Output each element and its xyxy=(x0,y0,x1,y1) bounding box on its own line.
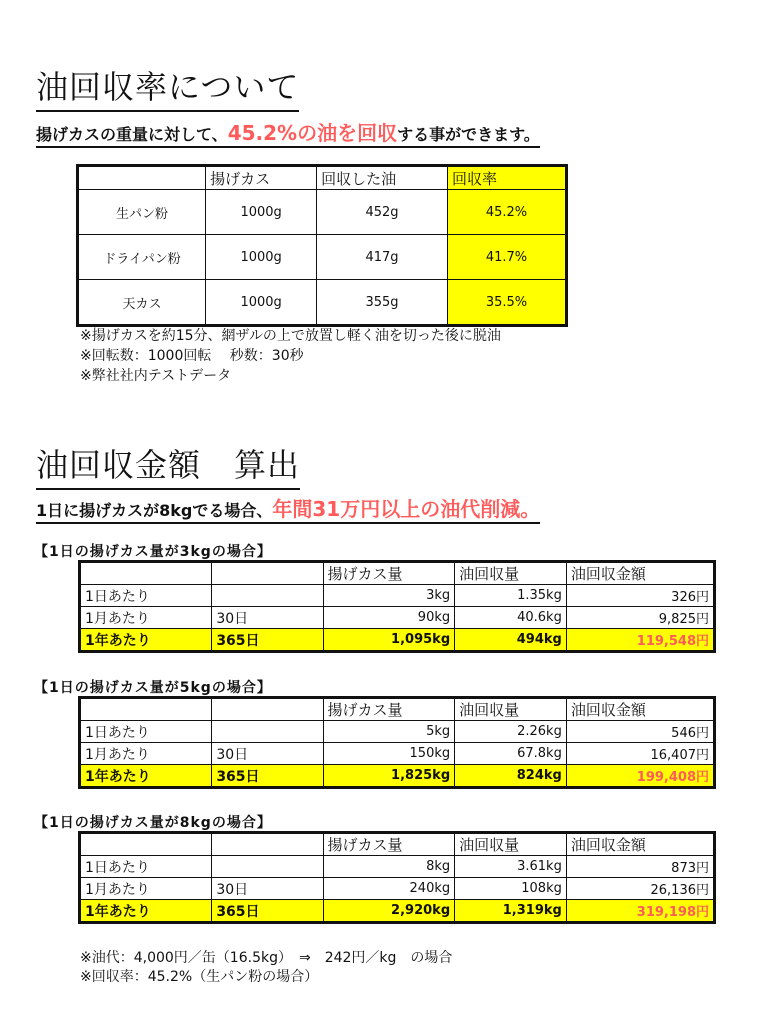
header-cell: 油回収金額 xyxy=(566,562,714,585)
oil-amount-cell: 1,319kg xyxy=(455,900,567,923)
header-cell xyxy=(212,833,323,856)
table-header-row xyxy=(80,833,715,856)
table-row xyxy=(80,585,715,607)
cell: 1000g xyxy=(206,190,317,235)
oil-money-cell: 119,548円 xyxy=(566,629,714,652)
days-cell: 365日 xyxy=(212,765,323,788)
header-cell xyxy=(80,833,212,856)
table-row-year xyxy=(80,900,715,923)
amount-table-8kg xyxy=(78,831,716,924)
oil-money-cell: 546円 xyxy=(566,721,714,743)
section1-title: 油回収率について xyxy=(36,62,299,112)
amount-table-3kg xyxy=(78,560,716,653)
header-cell: 油回収量 xyxy=(455,833,567,856)
row-label: 1年あたり xyxy=(80,765,212,788)
days-cell xyxy=(212,856,323,878)
days-cell: 30日 xyxy=(212,743,323,765)
oil-money-cell: 16,407円 xyxy=(566,743,714,765)
table-row xyxy=(78,280,567,326)
header-cell xyxy=(212,698,323,721)
note-1: ※揚げカスを約15分、網ザルの上で放置し軽く油を切った後に脱油 xyxy=(80,328,501,344)
waste-amount-cell: 1,095kg xyxy=(323,629,455,652)
rate-cell: 41.7% xyxy=(447,235,566,280)
oil-amount-cell: 824kg xyxy=(455,765,567,788)
row-label: 1年あたり xyxy=(80,629,212,652)
row-label: 1日あたり xyxy=(80,856,212,878)
section2-lead xyxy=(36,498,540,524)
days-cell: 30日 xyxy=(212,878,323,900)
header-cell: 揚げカス xyxy=(206,166,317,190)
table-header-row xyxy=(80,562,715,585)
waste-amount-cell: 2,920kg xyxy=(323,900,455,923)
row-label: ドライパン粉 xyxy=(78,235,206,280)
footnote-2: ※回収率：45.2%（生パン粉の場合） xyxy=(80,969,319,985)
table-row xyxy=(78,235,567,280)
note-2: ※回転数：1000回転 秒数：30秒 xyxy=(80,348,304,364)
oil-money-cell: 873円 xyxy=(566,856,714,878)
table-8kg-caption: 【1日の揚げカス量が8kgの場合】 xyxy=(34,815,272,831)
oil-amount-cell: 2.26kg xyxy=(455,721,567,743)
header-cell xyxy=(212,562,323,585)
days-cell: 365日 xyxy=(212,629,323,652)
footnote-1: ※油代：4,000円／缶（16.5kg） ⇒ 242円／kg の場合 xyxy=(80,950,453,966)
section2-lead-before: 1日に揚げカスが8kgでる場合、 xyxy=(36,501,273,520)
header-cell xyxy=(80,562,212,585)
table-header-row xyxy=(78,166,567,190)
oil-amount-cell: 108kg xyxy=(455,878,567,900)
cell: 452g xyxy=(317,190,448,235)
row-label: 1月あたり xyxy=(80,607,212,629)
header-cell: 油回収金額 xyxy=(566,698,714,721)
oil-money-cell: 9,825円 xyxy=(566,607,714,629)
table-row xyxy=(80,878,715,900)
row-label: 1月あたり xyxy=(80,878,212,900)
header-cell: 揚げカス量 xyxy=(323,698,455,721)
waste-amount-cell: 1,825kg xyxy=(323,765,455,788)
row-label: 1年あたり xyxy=(80,900,212,923)
header-cell xyxy=(78,166,206,190)
section1-lead-after: する事ができます。 xyxy=(397,125,540,144)
oil-amount-cell: 3.61kg xyxy=(455,856,567,878)
oil-money-cell: 26,136円 xyxy=(566,878,714,900)
days-cell: 365日 xyxy=(212,900,323,923)
section1-lead xyxy=(36,122,540,148)
days-cell xyxy=(212,721,323,743)
table-row-year xyxy=(80,629,715,652)
cell: 1000g xyxy=(206,280,317,326)
header-cell: 油回収金額 xyxy=(566,833,714,856)
section2-lead-highlight: 年間31万円以上の油代削減。 xyxy=(272,497,541,521)
days-cell: 30日 xyxy=(212,607,323,629)
table-header-row xyxy=(80,698,715,721)
waste-amount-cell: 150kg xyxy=(323,743,455,765)
waste-amount-cell: 90kg xyxy=(323,607,455,629)
header-cell: 回収率 xyxy=(447,166,566,190)
rate-cell: 45.2% xyxy=(447,190,566,235)
header-cell: 揚げカス量 xyxy=(323,833,455,856)
oil-money-cell: 199,408円 xyxy=(566,765,714,788)
header-cell: 揚げカス量 xyxy=(323,562,455,585)
cell: 355g xyxy=(317,280,448,326)
table-3kg-caption: 【1日の揚げカス量が3kgの場合】 xyxy=(34,544,272,560)
waste-amount-cell: 5kg xyxy=(323,721,455,743)
header-cell xyxy=(80,698,212,721)
waste-amount-cell: 8kg xyxy=(323,856,455,878)
oil-amount-cell: 494kg xyxy=(455,629,567,652)
days-cell xyxy=(212,585,323,607)
table-row xyxy=(78,190,567,235)
rate-cell: 35.5% xyxy=(447,280,566,326)
table-row-year xyxy=(80,765,715,788)
table-row xyxy=(80,856,715,878)
oil-money-cell: 326円 xyxy=(566,585,714,607)
note-3: ※弊社社内テストデータ xyxy=(80,368,232,384)
cell: 417g xyxy=(317,235,448,280)
amount-table-5kg xyxy=(78,696,716,789)
table-row xyxy=(80,607,715,629)
table-row xyxy=(80,721,715,743)
header-cell: 回収した油 xyxy=(317,166,448,190)
oil-amount-cell: 1.35kg xyxy=(455,585,567,607)
waste-amount-cell: 240kg xyxy=(323,878,455,900)
header-cell: 油回収量 xyxy=(455,698,567,721)
recovery-rate-table xyxy=(76,164,568,327)
row-label: 1日あたり xyxy=(80,585,212,607)
row-label: 天カス xyxy=(78,280,206,326)
table-row xyxy=(80,743,715,765)
row-label: 1月あたり xyxy=(80,743,212,765)
row-label: 1日あたり xyxy=(80,721,212,743)
section2-title: 油回収金額 算出 xyxy=(36,440,300,490)
oil-amount-cell: 40.6kg xyxy=(455,607,567,629)
row-label: 生パン粉 xyxy=(78,190,206,235)
header-cell: 油回収量 xyxy=(455,562,567,585)
section1-lead-before: 揚げカスの重量に対して、 xyxy=(36,125,228,144)
waste-amount-cell: 3kg xyxy=(323,585,455,607)
cell: 1000g xyxy=(206,235,317,280)
table-5kg-caption: 【1日の揚げカス量が5kgの場合】 xyxy=(34,680,272,696)
section1-lead-highlight: 45.2%の油を回収 xyxy=(227,121,398,145)
oil-amount-cell: 67.8kg xyxy=(455,743,567,765)
oil-money-cell: 319,198円 xyxy=(566,900,714,923)
